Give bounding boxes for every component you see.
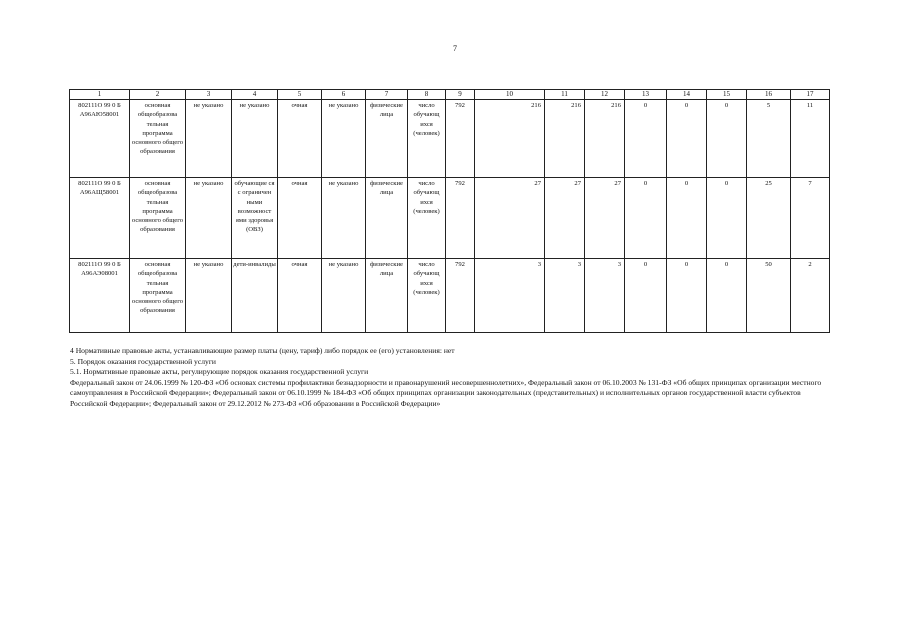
table-cell: не указано — [186, 259, 232, 333]
table-cell: 5 — [747, 100, 791, 178]
table-cell: обучающие ся с ограничен ными возможност ями здоровья (ОВЗ) — [232, 178, 278, 259]
column-header: 4 — [232, 90, 278, 100]
registry-code-cell: 802111О 99 0 Б А96АЭ08001 — [70, 259, 130, 333]
program-cell: основная общеобразова тельная программа основного общего образования — [130, 178, 186, 259]
column-header: 12 — [585, 90, 625, 100]
column-header: 11 — [545, 90, 585, 100]
table-cell: физические лица — [366, 100, 408, 178]
program-cell: основная общеобразова тельная программа основного общего образования — [130, 259, 186, 333]
table-cell: число обучающ ихся (человек) — [408, 259, 446, 333]
table-cell: 0 — [625, 100, 667, 178]
table-cell: 0 — [667, 178, 707, 259]
program-cell: основная общеобразова тельная программа основного общего образования — [130, 100, 186, 178]
services-table — [69, 89, 830, 333]
federal-laws-list: Федеральный закон от 24.06.1999 № 120-ФЗ «Об основах системы профилактики безнадзорности и правонарушений несовершеннолетних», Федеральный закон от 06.10.2003 № 131-ФЗ «Об общих принципах организации местного самоуправления в Российской Федерации»; Федеральный закон от 06.10.1999 № 184-ФЗ «Об общих принципах организации законодательных (представительных) и исполнительных органов государственной власти субъектов Российской Федерации»; Федеральный закон от 29.12.2012 № 273-ФЗ «Об образовании в Российской Федерации» — [70, 377, 822, 408]
table-cell: физические лица — [366, 259, 408, 333]
table-cell: 3 — [475, 259, 545, 333]
column-header: 13 — [625, 90, 667, 100]
table-cell: не указано — [186, 178, 232, 259]
column-header: 1 — [70, 90, 130, 100]
table-cell: 0 — [707, 178, 747, 259]
table-cell: 50 — [747, 259, 791, 333]
table-cell: очная — [278, 100, 322, 178]
table-cell: не указано — [322, 100, 366, 178]
table-cell: 3 — [545, 259, 585, 333]
legal-notes — [70, 346, 835, 410]
table-cell: 11 — [791, 100, 830, 178]
column-header: 3 — [186, 90, 232, 100]
table-cell: 27 — [585, 178, 625, 259]
table-cell: 0 — [625, 178, 667, 259]
column-header: 8 — [408, 90, 446, 100]
table-cell: 0 — [667, 259, 707, 333]
table-cell: 2 — [791, 259, 830, 333]
regulatory-acts-heading: 5.1. Нормативные правовые акты, регулирующие порядок оказания государственной услуги — [70, 367, 369, 377]
column-header: 17 — [791, 90, 830, 100]
table-cell: 7 — [791, 178, 830, 259]
table-cell: 0 — [707, 100, 747, 178]
header-row — [70, 90, 830, 100]
fee-acts-note: 4 Нормативные правовые акты, устанавливающие размер платы (цену, тариф) либо порядок ее (его) установления: нет — [70, 346, 455, 355]
table-cell: не указано — [232, 100, 278, 178]
table-cell: 27 — [475, 178, 545, 259]
table-row — [70, 178, 830, 259]
column-header: 7 — [366, 90, 408, 100]
column-header: 15 — [707, 90, 747, 100]
column-header: 5 — [278, 90, 322, 100]
table-cell: 792 — [446, 259, 475, 333]
column-header: 14 — [667, 90, 707, 100]
table-cell: 216 — [585, 100, 625, 178]
column-header: 10 — [475, 90, 545, 100]
table-cell: 0 — [625, 259, 667, 333]
table-cell: 792 — [446, 100, 475, 178]
column-header: 16 — [747, 90, 791, 100]
table-cell: 3 — [585, 259, 625, 333]
table-cell: число обучающ ихся (человек) — [408, 178, 446, 259]
column-header: 6 — [322, 90, 366, 100]
table-cell: очная — [278, 178, 322, 259]
page-number: 7 — [453, 44, 457, 53]
table-cell: не указано — [186, 100, 232, 178]
registry-code-cell: 802111О 99 0 Б А96АЩ58001 — [70, 178, 130, 259]
table-cell: 0 — [667, 100, 707, 178]
table-row — [70, 100, 830, 178]
table-row — [70, 259, 830, 333]
table-cell: 25 — [747, 178, 791, 259]
table-cell: дети-инвалиды — [232, 259, 278, 333]
table-cell: 27 — [545, 178, 585, 259]
table-cell: 216 — [545, 100, 585, 178]
procedure-heading: 5. Порядок оказания государственной услуги — [70, 356, 216, 366]
column-header: 2 — [130, 90, 186, 100]
table-cell: 792 — [446, 178, 475, 259]
column-header: 9 — [446, 90, 475, 100]
table-cell: физические лица — [366, 178, 408, 259]
table-cell: 216 — [475, 100, 545, 178]
table-cell: не указано — [322, 178, 366, 259]
registry-code-cell: 802111О 99 0 Б А96АЮ58001 — [70, 100, 130, 178]
table-cell: 0 — [707, 259, 747, 333]
table-cell: очная — [278, 259, 322, 333]
table-cell: не указано — [322, 259, 366, 333]
table-cell: число обучающ ихся (человек) — [408, 100, 446, 178]
